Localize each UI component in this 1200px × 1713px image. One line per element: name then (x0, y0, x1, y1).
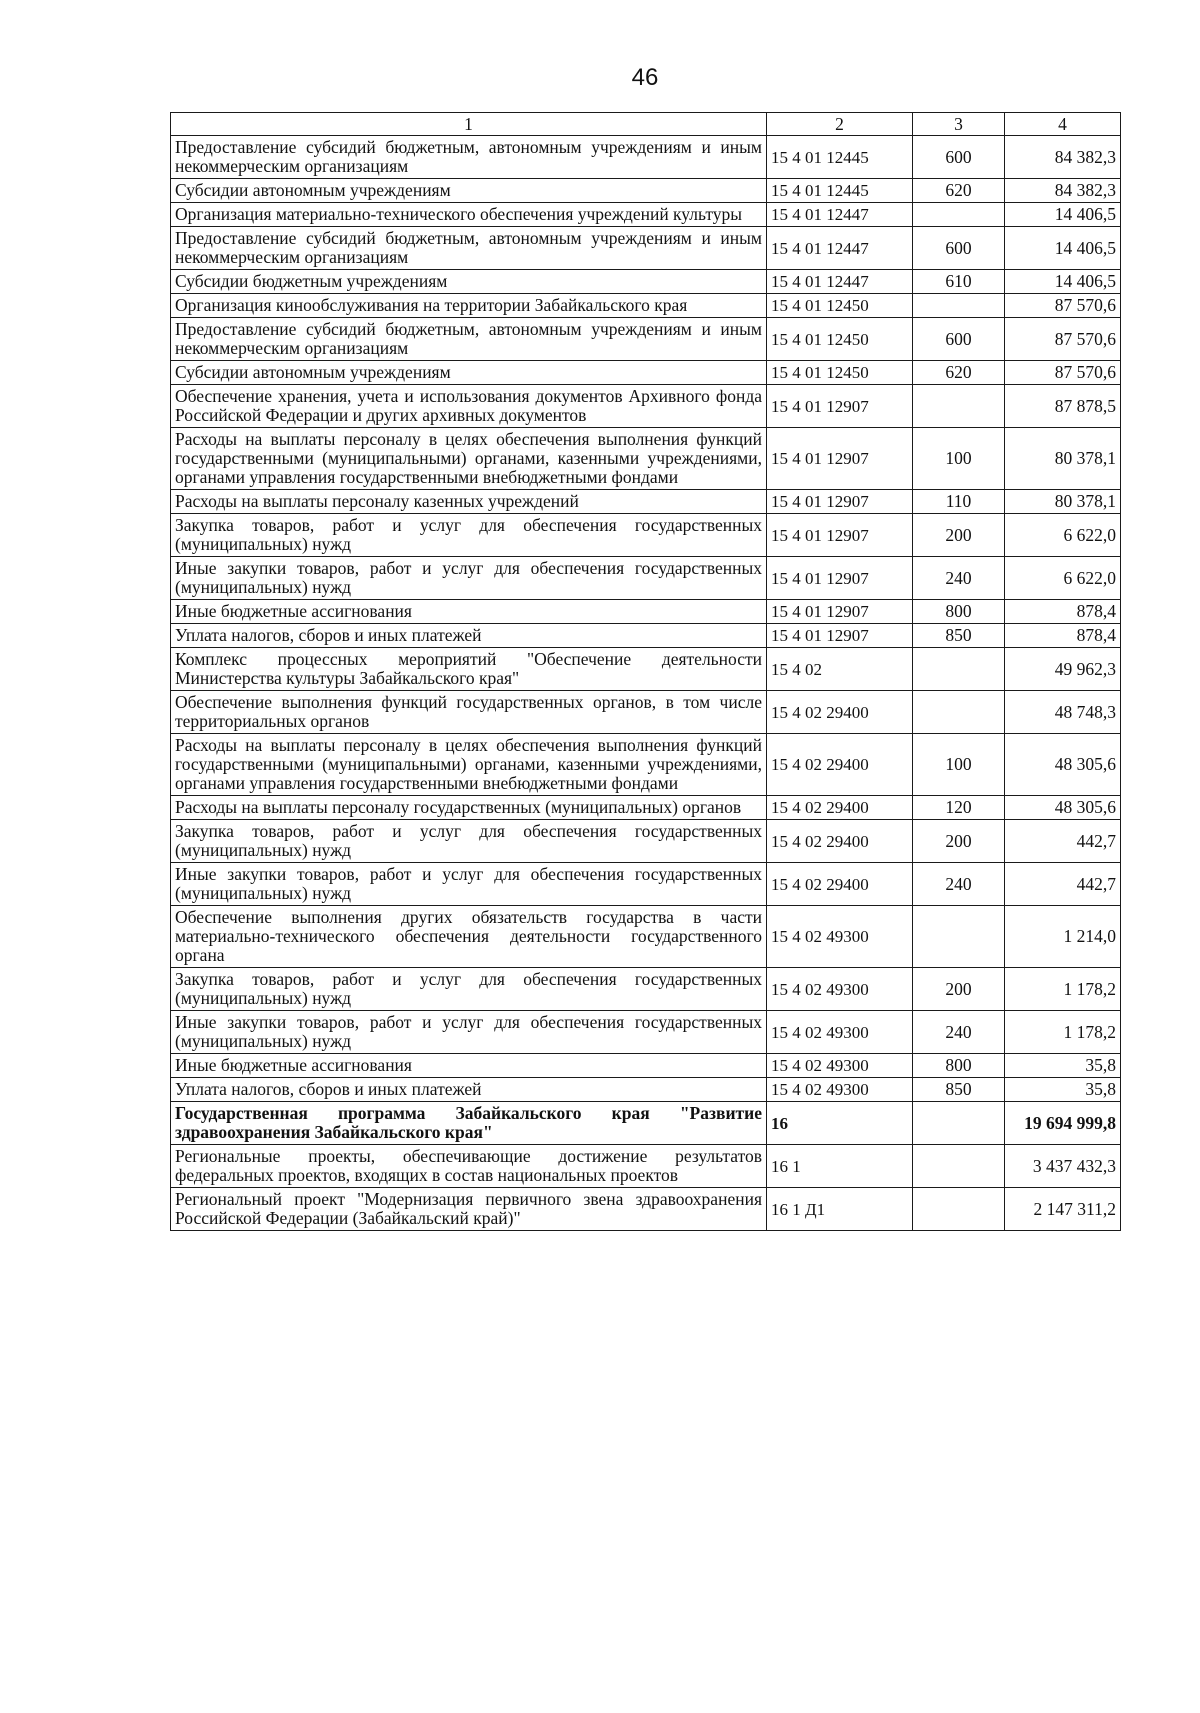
table-row (171, 428, 1121, 490)
row-name-cell: Предоставление субсидий бюджетным, автономным учреждениям и иным некоммерческим организациям (171, 136, 767, 179)
row-type-cell (913, 385, 1005, 428)
row-name-cell: Уплата налогов, сборов и иных платежей (171, 1078, 767, 1102)
table-row (171, 863, 1121, 906)
row-code-cell: 15 4 01 12450 (767, 361, 913, 385)
row-type-cell (913, 906, 1005, 968)
row-type-cell: 240 (913, 557, 1005, 600)
row-type-cell: 120 (913, 796, 1005, 820)
row-code-cell: 15 4 02 49300 (767, 1011, 913, 1054)
row-amount-cell: 35,8 (1005, 1054, 1121, 1078)
row-amount-cell: 49 962,3 (1005, 648, 1121, 691)
row-name-cell: Расходы на выплаты персоналу государственных (муниципальных) органов (171, 796, 767, 820)
row-amount-cell: 19 694 999,8 (1005, 1102, 1121, 1145)
row-name-cell: Государственная программа Забайкальского края "Развитие здравоохранения Забайкальского края" (171, 1102, 767, 1145)
row-name-cell: Закупка товаров, работ и услуг для обеспечения государственных (муниципальных) нужд (171, 514, 767, 557)
row-type-cell: 620 (913, 361, 1005, 385)
row-name-cell: Иные бюджетные ассигнования (171, 600, 767, 624)
row-name-cell: Расходы на выплаты персоналу казенных учреждений (171, 490, 767, 514)
row-type-cell (913, 203, 1005, 227)
table-row (171, 1102, 1121, 1145)
table-row (171, 1145, 1121, 1188)
row-type-cell: 600 (913, 227, 1005, 270)
row-amount-cell: 878,4 (1005, 624, 1121, 648)
row-code-cell: 15 4 02 (767, 648, 913, 691)
row-name-cell: Субсидии автономным учреждениям (171, 361, 767, 385)
table-row (171, 1054, 1121, 1078)
row-amount-cell: 6 622,0 (1005, 514, 1121, 557)
row-type-cell: 110 (913, 490, 1005, 514)
header-cell-4: 4 (1005, 113, 1121, 136)
row-name-cell: Иные закупки товаров, работ и услуг для обеспечения государственных (муниципальных) нужд (171, 863, 767, 906)
table-row (171, 734, 1121, 796)
row-name-cell: Организация материально-технического обеспечения учреждений культуры (171, 203, 767, 227)
row-code-cell: 15 4 02 29400 (767, 863, 913, 906)
row-type-cell: 240 (913, 863, 1005, 906)
table-row (171, 318, 1121, 361)
row-amount-cell: 48 748,3 (1005, 691, 1121, 734)
row-code-cell: 15 4 02 29400 (767, 691, 913, 734)
row-amount-cell: 442,7 (1005, 820, 1121, 863)
row-type-cell: 100 (913, 428, 1005, 490)
header-cell-3: 3 (913, 113, 1005, 136)
row-type-cell: 610 (913, 270, 1005, 294)
row-amount-cell: 14 406,5 (1005, 270, 1121, 294)
row-amount-cell: 14 406,5 (1005, 227, 1121, 270)
table-row (171, 514, 1121, 557)
row-type-cell: 600 (913, 318, 1005, 361)
row-code-cell: 15 4 02 49300 (767, 906, 913, 968)
table-row (171, 624, 1121, 648)
table-row (171, 1011, 1121, 1054)
row-code-cell: 15 4 01 12447 (767, 203, 913, 227)
table-row (171, 557, 1121, 600)
row-name-cell: Организация кинообслуживания на территории Забайкальского края (171, 294, 767, 318)
table-row (171, 385, 1121, 428)
table-row (171, 691, 1121, 734)
table-row (171, 361, 1121, 385)
row-amount-cell: 87 570,6 (1005, 318, 1121, 361)
row-code-cell: 15 4 02 29400 (767, 796, 913, 820)
row-name-cell: Обеспечение выполнения других обязательств государства в части материально-технического обеспечения деятельности государственного органа (171, 906, 767, 968)
table-row (171, 796, 1121, 820)
row-amount-cell: 84 382,3 (1005, 136, 1121, 179)
row-amount-cell: 87 570,6 (1005, 294, 1121, 318)
row-type-cell (913, 648, 1005, 691)
row-code-cell: 15 4 01 12445 (767, 136, 913, 179)
row-amount-cell: 84 382,3 (1005, 179, 1121, 203)
page-number: 46 (631, 64, 659, 91)
row-code-cell: 16 (767, 1102, 913, 1145)
table-row (171, 968, 1121, 1011)
row-name-cell: Комплекс процессных мероприятий "Обеспечение деятельности Министерства культуры Забайкальского края" (171, 648, 767, 691)
row-code-cell: 15 4 01 12907 (767, 514, 913, 557)
row-name-cell: Обеспечение хранения, учета и использования документов Архивного фонда Российской Федерации и других архивных документов (171, 385, 767, 428)
row-amount-cell: 3 437 432,3 (1005, 1145, 1121, 1188)
table-row (171, 1188, 1121, 1231)
row-name-cell: Закупка товаров, работ и услуг для обеспечения государственных (муниципальных) нужд (171, 968, 767, 1011)
row-name-cell: Региональный проект "Модернизация первичного звена здравоохранения Российской Федерации (Забайкальский край)" (171, 1188, 767, 1231)
row-name-cell: Субсидии бюджетным учреждениям (171, 270, 767, 294)
row-code-cell: 15 4 01 12907 (767, 385, 913, 428)
row-amount-cell: 442,7 (1005, 863, 1121, 906)
table-row (171, 490, 1121, 514)
row-code-cell: 15 4 01 12447 (767, 270, 913, 294)
row-code-cell: 16 1 Д1 (767, 1188, 913, 1231)
row-type-cell: 800 (913, 1054, 1005, 1078)
row-code-cell: 15 4 01 12907 (767, 600, 913, 624)
row-name-cell: Региональные проекты, обеспечивающие достижение результатов федеральных проектов, входящих в состав национальных проектов (171, 1145, 767, 1188)
row-amount-cell: 14 406,5 (1005, 203, 1121, 227)
row-type-cell: 850 (913, 1078, 1005, 1102)
row-code-cell: 15 4 01 12450 (767, 294, 913, 318)
row-type-cell: 200 (913, 820, 1005, 863)
row-code-cell: 15 4 02 49300 (767, 968, 913, 1011)
row-type-cell: 620 (913, 179, 1005, 203)
row-name-cell: Расходы на выплаты персоналу в целях обеспечения выполнения функций государственными (муниципальными) органами, казенными учреждениями, органами управления государственными внебюджетными фондами (171, 734, 767, 796)
row-name-cell: Закупка товаров, работ и услуг для обеспечения государственных (муниципальных) нужд (171, 820, 767, 863)
row-amount-cell: 87 878,5 (1005, 385, 1121, 428)
table-row (171, 1078, 1121, 1102)
row-amount-cell: 6 622,0 (1005, 557, 1121, 600)
row-code-cell: 15 4 01 12907 (767, 557, 913, 600)
row-amount-cell: 80 378,1 (1005, 428, 1121, 490)
row-amount-cell: 1 178,2 (1005, 968, 1121, 1011)
table-header-row (171, 113, 1121, 136)
row-amount-cell: 48 305,6 (1005, 734, 1121, 796)
table-row (171, 227, 1121, 270)
row-name-cell: Субсидии автономным учреждениям (171, 179, 767, 203)
row-amount-cell: 878,4 (1005, 600, 1121, 624)
row-amount-cell: 80 378,1 (1005, 490, 1121, 514)
row-code-cell: 15 4 02 29400 (767, 734, 913, 796)
table-row (171, 270, 1121, 294)
row-type-cell (913, 1188, 1005, 1231)
row-code-cell: 15 4 02 29400 (767, 820, 913, 863)
row-code-cell: 15 4 01 12907 (767, 490, 913, 514)
row-code-cell: 15 4 01 12447 (767, 227, 913, 270)
row-name-cell: Обеспечение выполнения функций государственных органов, в том числе территориальных органов (171, 691, 767, 734)
row-type-cell (913, 1102, 1005, 1145)
row-amount-cell: 1 178,2 (1005, 1011, 1121, 1054)
row-amount-cell: 35,8 (1005, 1078, 1121, 1102)
row-amount-cell: 87 570,6 (1005, 361, 1121, 385)
row-name-cell: Расходы на выплаты персоналу в целях обеспечения выполнения функций государственными (муниципальными) органами, казенными учреждениями, органами управления государственными внебюджетными фондами (171, 428, 767, 490)
row-name-cell: Предоставление субсидий бюджетным, автономным учреждениям и иным некоммерческим организациям (171, 318, 767, 361)
row-name-cell: Уплата налогов, сборов и иных платежей (171, 624, 767, 648)
row-code-cell: 15 4 01 12907 (767, 624, 913, 648)
row-type-cell: 100 (913, 734, 1005, 796)
header-cell-2: 2 (767, 113, 913, 136)
row-code-cell: 15 4 01 12907 (767, 428, 913, 490)
header-cell-1: 1 (171, 113, 767, 136)
table-row (171, 600, 1121, 624)
row-code-cell: 16 1 (767, 1145, 913, 1188)
row-name-cell: Предоставление субсидий бюджетным, автономным учреждениям и иным некоммерческим организациям (171, 227, 767, 270)
row-type-cell (913, 691, 1005, 734)
row-type-cell (913, 294, 1005, 318)
row-name-cell: Иные бюджетные ассигнования (171, 1054, 767, 1078)
table-row (171, 203, 1121, 227)
row-code-cell: 15 4 02 49300 (767, 1054, 913, 1078)
row-amount-cell: 1 214,0 (1005, 906, 1121, 968)
row-code-cell: 15 4 01 12445 (767, 179, 913, 203)
table-row (171, 179, 1121, 203)
row-amount-cell: 48 305,6 (1005, 796, 1121, 820)
row-type-cell: 850 (913, 624, 1005, 648)
table-row (171, 820, 1121, 863)
row-code-cell: 15 4 02 49300 (767, 1078, 913, 1102)
row-type-cell: 200 (913, 968, 1005, 1011)
row-name-cell: Иные закупки товаров, работ и услуг для обеспечения государственных (муниципальных) нужд (171, 1011, 767, 1054)
table-row (171, 648, 1121, 691)
row-code-cell: 15 4 01 12450 (767, 318, 913, 361)
table-row (171, 136, 1121, 179)
row-type-cell (913, 1145, 1005, 1188)
row-type-cell: 600 (913, 136, 1005, 179)
row-amount-cell: 2 147 311,2 (1005, 1188, 1121, 1231)
row-type-cell: 200 (913, 514, 1005, 557)
table-row (171, 294, 1121, 318)
row-type-cell: 240 (913, 1011, 1005, 1054)
table-row (171, 906, 1121, 968)
row-type-cell: 800 (913, 600, 1005, 624)
row-name-cell: Иные закупки товаров, работ и услуг для обеспечения государственных (муниципальных) нужд (171, 557, 767, 600)
budget-table (170, 112, 1121, 1231)
